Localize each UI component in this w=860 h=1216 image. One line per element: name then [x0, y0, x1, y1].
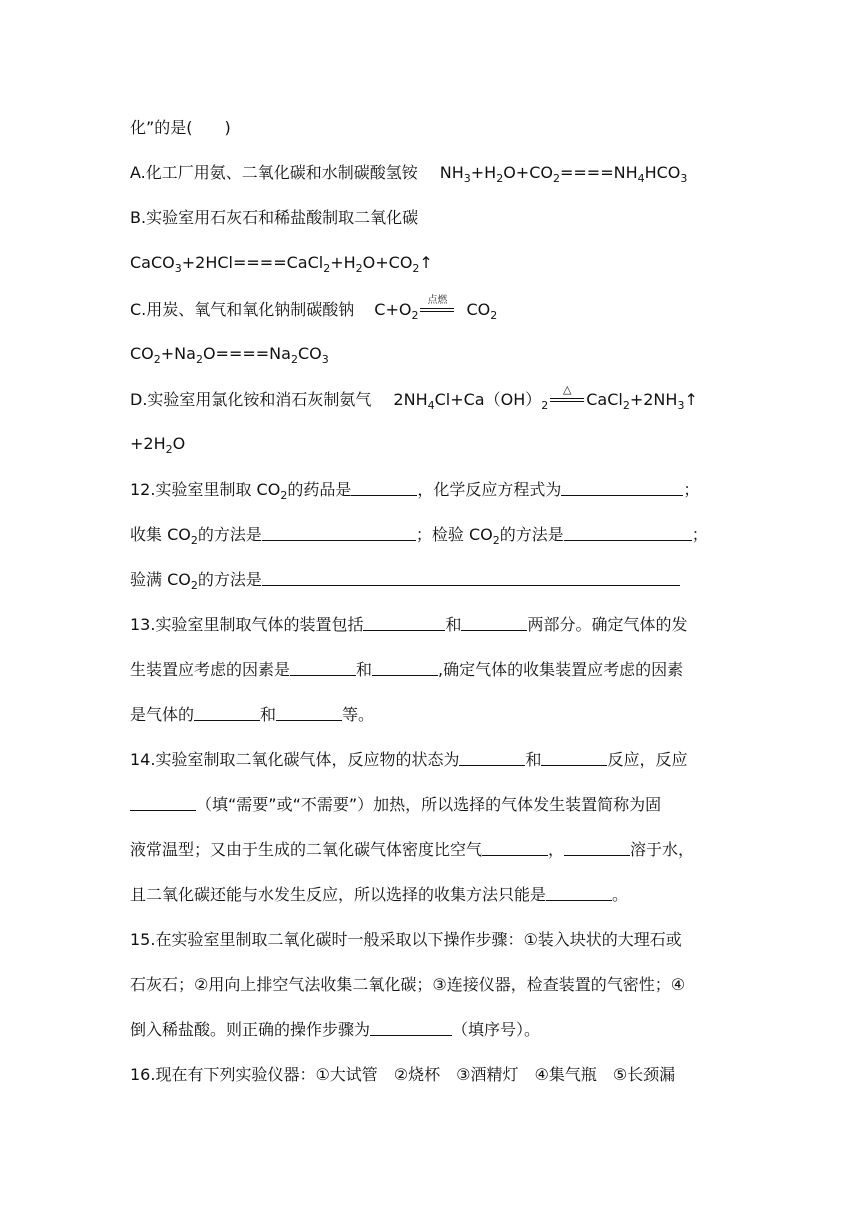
q15-line-2: 石灰石；②用向上排空气法收集二氧化碳；③连接仪器，检查装置的气密性；④ [130, 975, 686, 994]
q14-line-1: 14.实验室制取二氧化碳气体，反应物的状态为 和 反应，反应 [130, 750, 688, 769]
q13-line-1: 13.实验室里制取气体的装置包括 和 两部分。确定气体的发 [130, 615, 688, 634]
q12-line-3: 验满 $CO_2$的方法是 [130, 569, 680, 591]
answer-blank[interactable] [564, 839, 630, 856]
q11-b-equation: $CaCO_3+2HCl====CaCl_2+H_2O+CO_2↑$ [130, 253, 433, 275]
q11-option-b: B.实验室用石灰石和稀盐酸制取二氧化碳 [130, 208, 419, 227]
q11-option-d: D.实验室用氯化铵和消石灰制氨气 $2NH_4Cl+Ca(OH)_2$ △ $CaCl_2+2NH_3↑$ [130, 383, 698, 412]
q11-d-equation-cont: $+2H_2O$ [130, 434, 186, 456]
q11-c-equation-2: $CO_2+Na_2O====Na_2CO_3$ [130, 344, 329, 366]
q11-option-a: A.化工厂用氨、二氧化碳和水制碳酸氢铵 $NH_3+H_2O+CO_2====NH_4HCO_3$ [130, 163, 688, 185]
q14-line-4: 且二氧化碳还能与水发生反应，所以选择的收集方法只能是 。 [130, 885, 629, 904]
answer-blank[interactable] [541, 749, 607, 766]
reaction-condition-heat: △ [550, 389, 584, 407]
answer-blank[interactable] [276, 704, 342, 721]
q13-line-2: 生装置应考虑的因素是 和 ,确定气体的收集装置应考虑的因素 [130, 660, 684, 679]
q15-line-3: 倒入稀盐酸。则正确的操作步骤为 （填序号）。 [130, 1020, 541, 1039]
q12-line-1: 12.实验室里制取 $CO_2$的药品是 ，化学反应方程式为 ； [130, 480, 700, 502]
q11-stem-tail: 化”的是( ) [130, 118, 231, 137]
answer-blank[interactable] [363, 614, 445, 631]
answer-blank[interactable] [130, 794, 196, 811]
q14-line-3: 液常温型；又由于生成的二氧化碳气体密度比空气 ， 溶于水， [130, 840, 695, 859]
answer-blank[interactable] [194, 704, 260, 721]
answer-blank[interactable] [372, 659, 438, 676]
answer-blank[interactable] [262, 524, 416, 541]
q15-line-1: 15.在实验室里制取二氧化碳时一般采取以下操作步骤：①装入块状的大理石或 [130, 930, 682, 949]
q11-option-c: C.用炭、氧气和氧化钠制碳酸钠 $C+O_2$ 点燃 $CO_2$ [130, 295, 498, 322]
q12-line-2: 收集 $CO_2$的方法是 ；检验 $CO_2$的方法是 ； [130, 525, 708, 547]
q13-line-3: 是气体的 和 等。 [130, 705, 375, 724]
q11-a-equation: $NH_3+H_2O+CO_2====NH_4HCO_3$ [439, 163, 688, 185]
q14-line-2: （填“需要”或“不需要”）加热，所以选择的气体发生装置简称为固 [130, 794, 661, 816]
reaction-condition-ignite: 点燃 [420, 299, 454, 317]
answer-blank[interactable] [564, 524, 692, 541]
answer-blank[interactable] [290, 659, 356, 676]
answer-blank[interactable] [262, 569, 680, 586]
answer-blank[interactable] [561, 479, 683, 496]
answer-blank[interactable] [482, 839, 548, 856]
answer-blank[interactable] [370, 1019, 452, 1036]
answer-blank[interactable] [459, 749, 525, 766]
answer-blank[interactable] [351, 479, 417, 496]
answer-blank[interactable] [461, 614, 527, 631]
answer-blank[interactable] [546, 884, 612, 901]
q16-line-1: 16.现在有下列实验仪器：①大试管 ②烧杯 ③酒精灯 ④集气瓶 ⑤长颈漏 [130, 1065, 676, 1084]
